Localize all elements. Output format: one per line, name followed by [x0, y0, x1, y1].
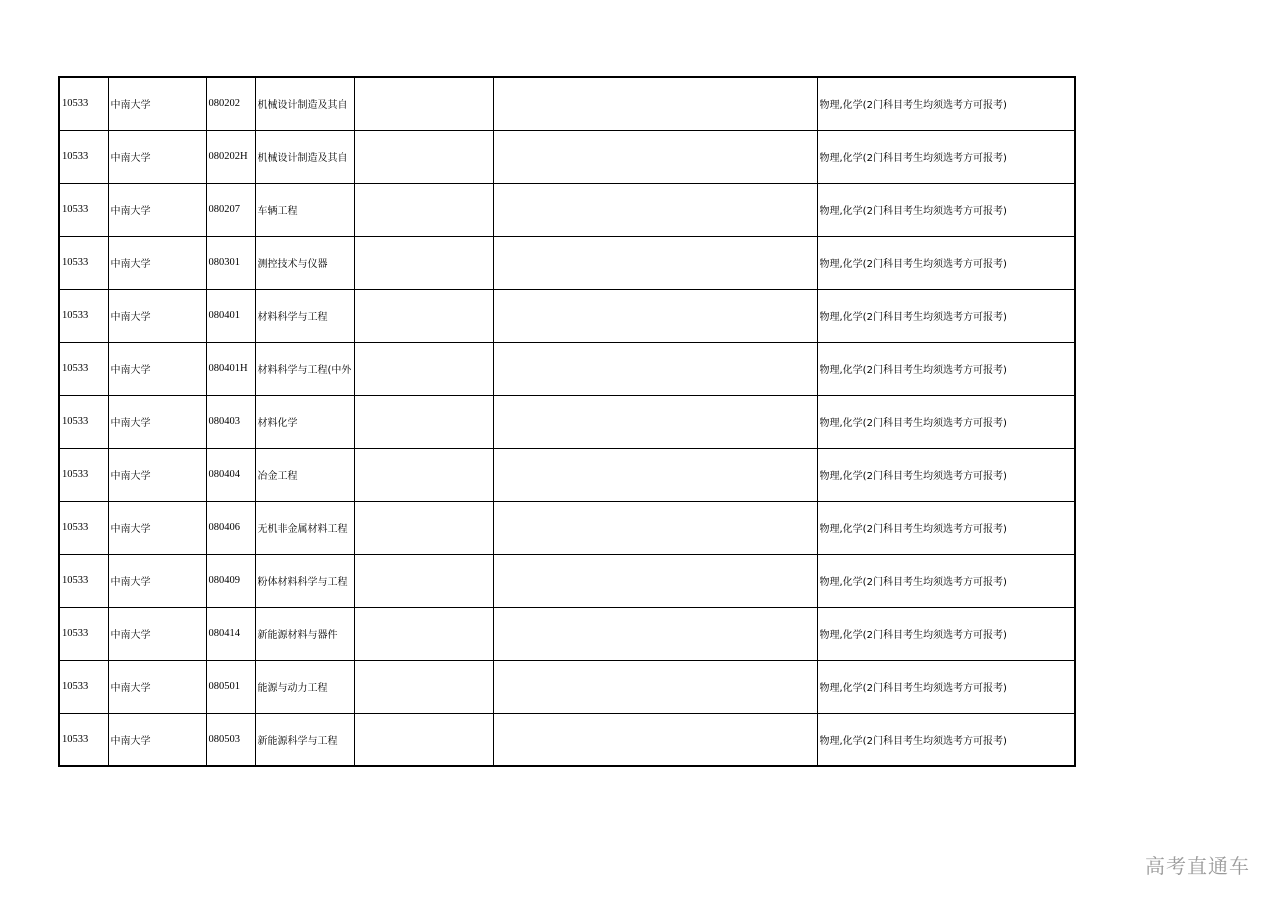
empty-cell: [354, 395, 493, 448]
major-code-cell: 080409: [206, 554, 255, 607]
school-code-cell: 10533: [59, 236, 108, 289]
school-code-cell: 10533: [59, 554, 108, 607]
subject-requirement-cell: 物理,化学(2门科目考生均须选考方可报考): [817, 713, 1075, 766]
subject-requirement-cell: 物理,化学(2门科目考生均须选考方可报考): [817, 448, 1075, 501]
school-name-cell: 中南大学: [108, 395, 206, 448]
major-name-cell: 能源与动力工程: [255, 660, 354, 713]
empty-cell: [493, 448, 817, 501]
empty-cell: [493, 607, 817, 660]
empty-cell: [493, 713, 817, 766]
empty-cell: [354, 501, 493, 554]
major-name-cell: 材料科学与工程(中外: [255, 342, 354, 395]
table-row: [59, 607, 1075, 660]
subject-requirement-cell: 物理,化学(2门科目考生均须选考方可报考): [817, 183, 1075, 236]
table-row: [59, 395, 1075, 448]
table-row: [59, 183, 1075, 236]
table-row: [59, 236, 1075, 289]
admission-requirements-table: [58, 76, 1076, 767]
empty-cell: [354, 660, 493, 713]
school-code-cell: 10533: [59, 77, 108, 130]
major-code-cell: 080207: [206, 183, 255, 236]
table-row: [59, 289, 1075, 342]
subject-requirement-cell: 物理,化学(2门科目考生均须选考方可报考): [817, 554, 1075, 607]
major-name-cell: 车辆工程: [255, 183, 354, 236]
major-name-cell: 测控技术与仪器: [255, 236, 354, 289]
major-name-cell: 机械设计制造及其自: [255, 130, 354, 183]
major-code-cell: 080501: [206, 660, 255, 713]
major-code-cell: 080403: [206, 395, 255, 448]
school-name-cell: 中南大学: [108, 236, 206, 289]
major-code-cell: 080406: [206, 501, 255, 554]
major-name-cell: 机械设计制造及其自: [255, 77, 354, 130]
major-name-cell: 新能源材料与器件: [255, 607, 354, 660]
subject-requirement-cell: 物理,化学(2门科目考生均须选考方可报考): [817, 395, 1075, 448]
school-code-cell: 10533: [59, 448, 108, 501]
table-row: [59, 660, 1075, 713]
empty-cell: [354, 448, 493, 501]
school-name-cell: 中南大学: [108, 289, 206, 342]
major-code-cell: 080503: [206, 713, 255, 766]
empty-cell: [354, 342, 493, 395]
table-row: [59, 77, 1075, 130]
major-name-cell: 无机非金属材料工程: [255, 501, 354, 554]
school-name-cell: 中南大学: [108, 607, 206, 660]
school-code-cell: 10533: [59, 501, 108, 554]
empty-cell: [493, 130, 817, 183]
school-name-cell: 中南大学: [108, 501, 206, 554]
major-code-cell: 080202H: [206, 130, 255, 183]
subject-requirement-cell: 物理,化学(2门科目考生均须选考方可报考): [817, 236, 1075, 289]
table-row: [59, 130, 1075, 183]
major-name-cell: 冶金工程: [255, 448, 354, 501]
empty-cell: [354, 77, 493, 130]
school-name-cell: 中南大学: [108, 448, 206, 501]
subject-requirement-cell: 物理,化学(2门科目考生均须选考方可报考): [817, 607, 1075, 660]
major-name-cell: 材料化学: [255, 395, 354, 448]
major-code-cell: 080414: [206, 607, 255, 660]
empty-cell: [493, 554, 817, 607]
major-name-cell: 材料科学与工程: [255, 289, 354, 342]
empty-cell: [493, 183, 817, 236]
school-code-cell: 10533: [59, 713, 108, 766]
empty-cell: [493, 236, 817, 289]
subject-requirement-cell: 物理,化学(2门科目考生均须选考方可报考): [817, 660, 1075, 713]
watermark-text: 高考直通车: [1145, 854, 1250, 878]
empty-cell: [493, 77, 817, 130]
table-row: [59, 713, 1075, 766]
school-name-cell: 中南大学: [108, 77, 206, 130]
empty-cell: [493, 289, 817, 342]
school-code-cell: 10533: [59, 342, 108, 395]
empty-cell: [493, 342, 817, 395]
table-row: [59, 554, 1075, 607]
subject-requirement-cell: 物理,化学(2门科目考生均须选考方可报考): [817, 501, 1075, 554]
school-code-cell: 10533: [59, 183, 108, 236]
school-name-cell: 中南大学: [108, 130, 206, 183]
school-code-cell: 10533: [59, 289, 108, 342]
empty-cell: [354, 607, 493, 660]
school-name-cell: 中南大学: [108, 183, 206, 236]
empty-cell: [493, 395, 817, 448]
major-code-cell: 080202: [206, 77, 255, 130]
empty-cell: [354, 130, 493, 183]
table-row: [59, 448, 1075, 501]
major-code-cell: 080401: [206, 289, 255, 342]
school-code-cell: 10533: [59, 660, 108, 713]
empty-cell: [354, 236, 493, 289]
school-name-cell: 中南大学: [108, 342, 206, 395]
empty-cell: [354, 713, 493, 766]
major-name-cell: 粉体材料科学与工程: [255, 554, 354, 607]
school-code-cell: 10533: [59, 395, 108, 448]
major-code-cell: 080404: [206, 448, 255, 501]
subject-requirement-cell: 物理,化学(2门科目考生均须选考方可报考): [817, 77, 1075, 130]
table-body: [59, 77, 1075, 766]
school-code-cell: 10533: [59, 130, 108, 183]
empty-cell: [493, 501, 817, 554]
empty-cell: [354, 554, 493, 607]
school-code-cell: 10533: [59, 607, 108, 660]
subject-requirement-cell: 物理,化学(2门科目考生均须选考方可报考): [817, 289, 1075, 342]
major-name-cell: 新能源科学与工程: [255, 713, 354, 766]
school-name-cell: 中南大学: [108, 554, 206, 607]
school-name-cell: 中南大学: [108, 713, 206, 766]
major-code-cell: 080301: [206, 236, 255, 289]
table-row: [59, 342, 1075, 395]
subject-requirement-cell: 物理,化学(2门科目考生均须选考方可报考): [817, 130, 1075, 183]
major-code-cell: 080401H: [206, 342, 255, 395]
empty-cell: [493, 660, 817, 713]
school-name-cell: 中南大学: [108, 660, 206, 713]
empty-cell: [354, 183, 493, 236]
subject-requirement-cell: 物理,化学(2门科目考生均须选考方可报考): [817, 342, 1075, 395]
table-row: [59, 501, 1075, 554]
empty-cell: [354, 289, 493, 342]
